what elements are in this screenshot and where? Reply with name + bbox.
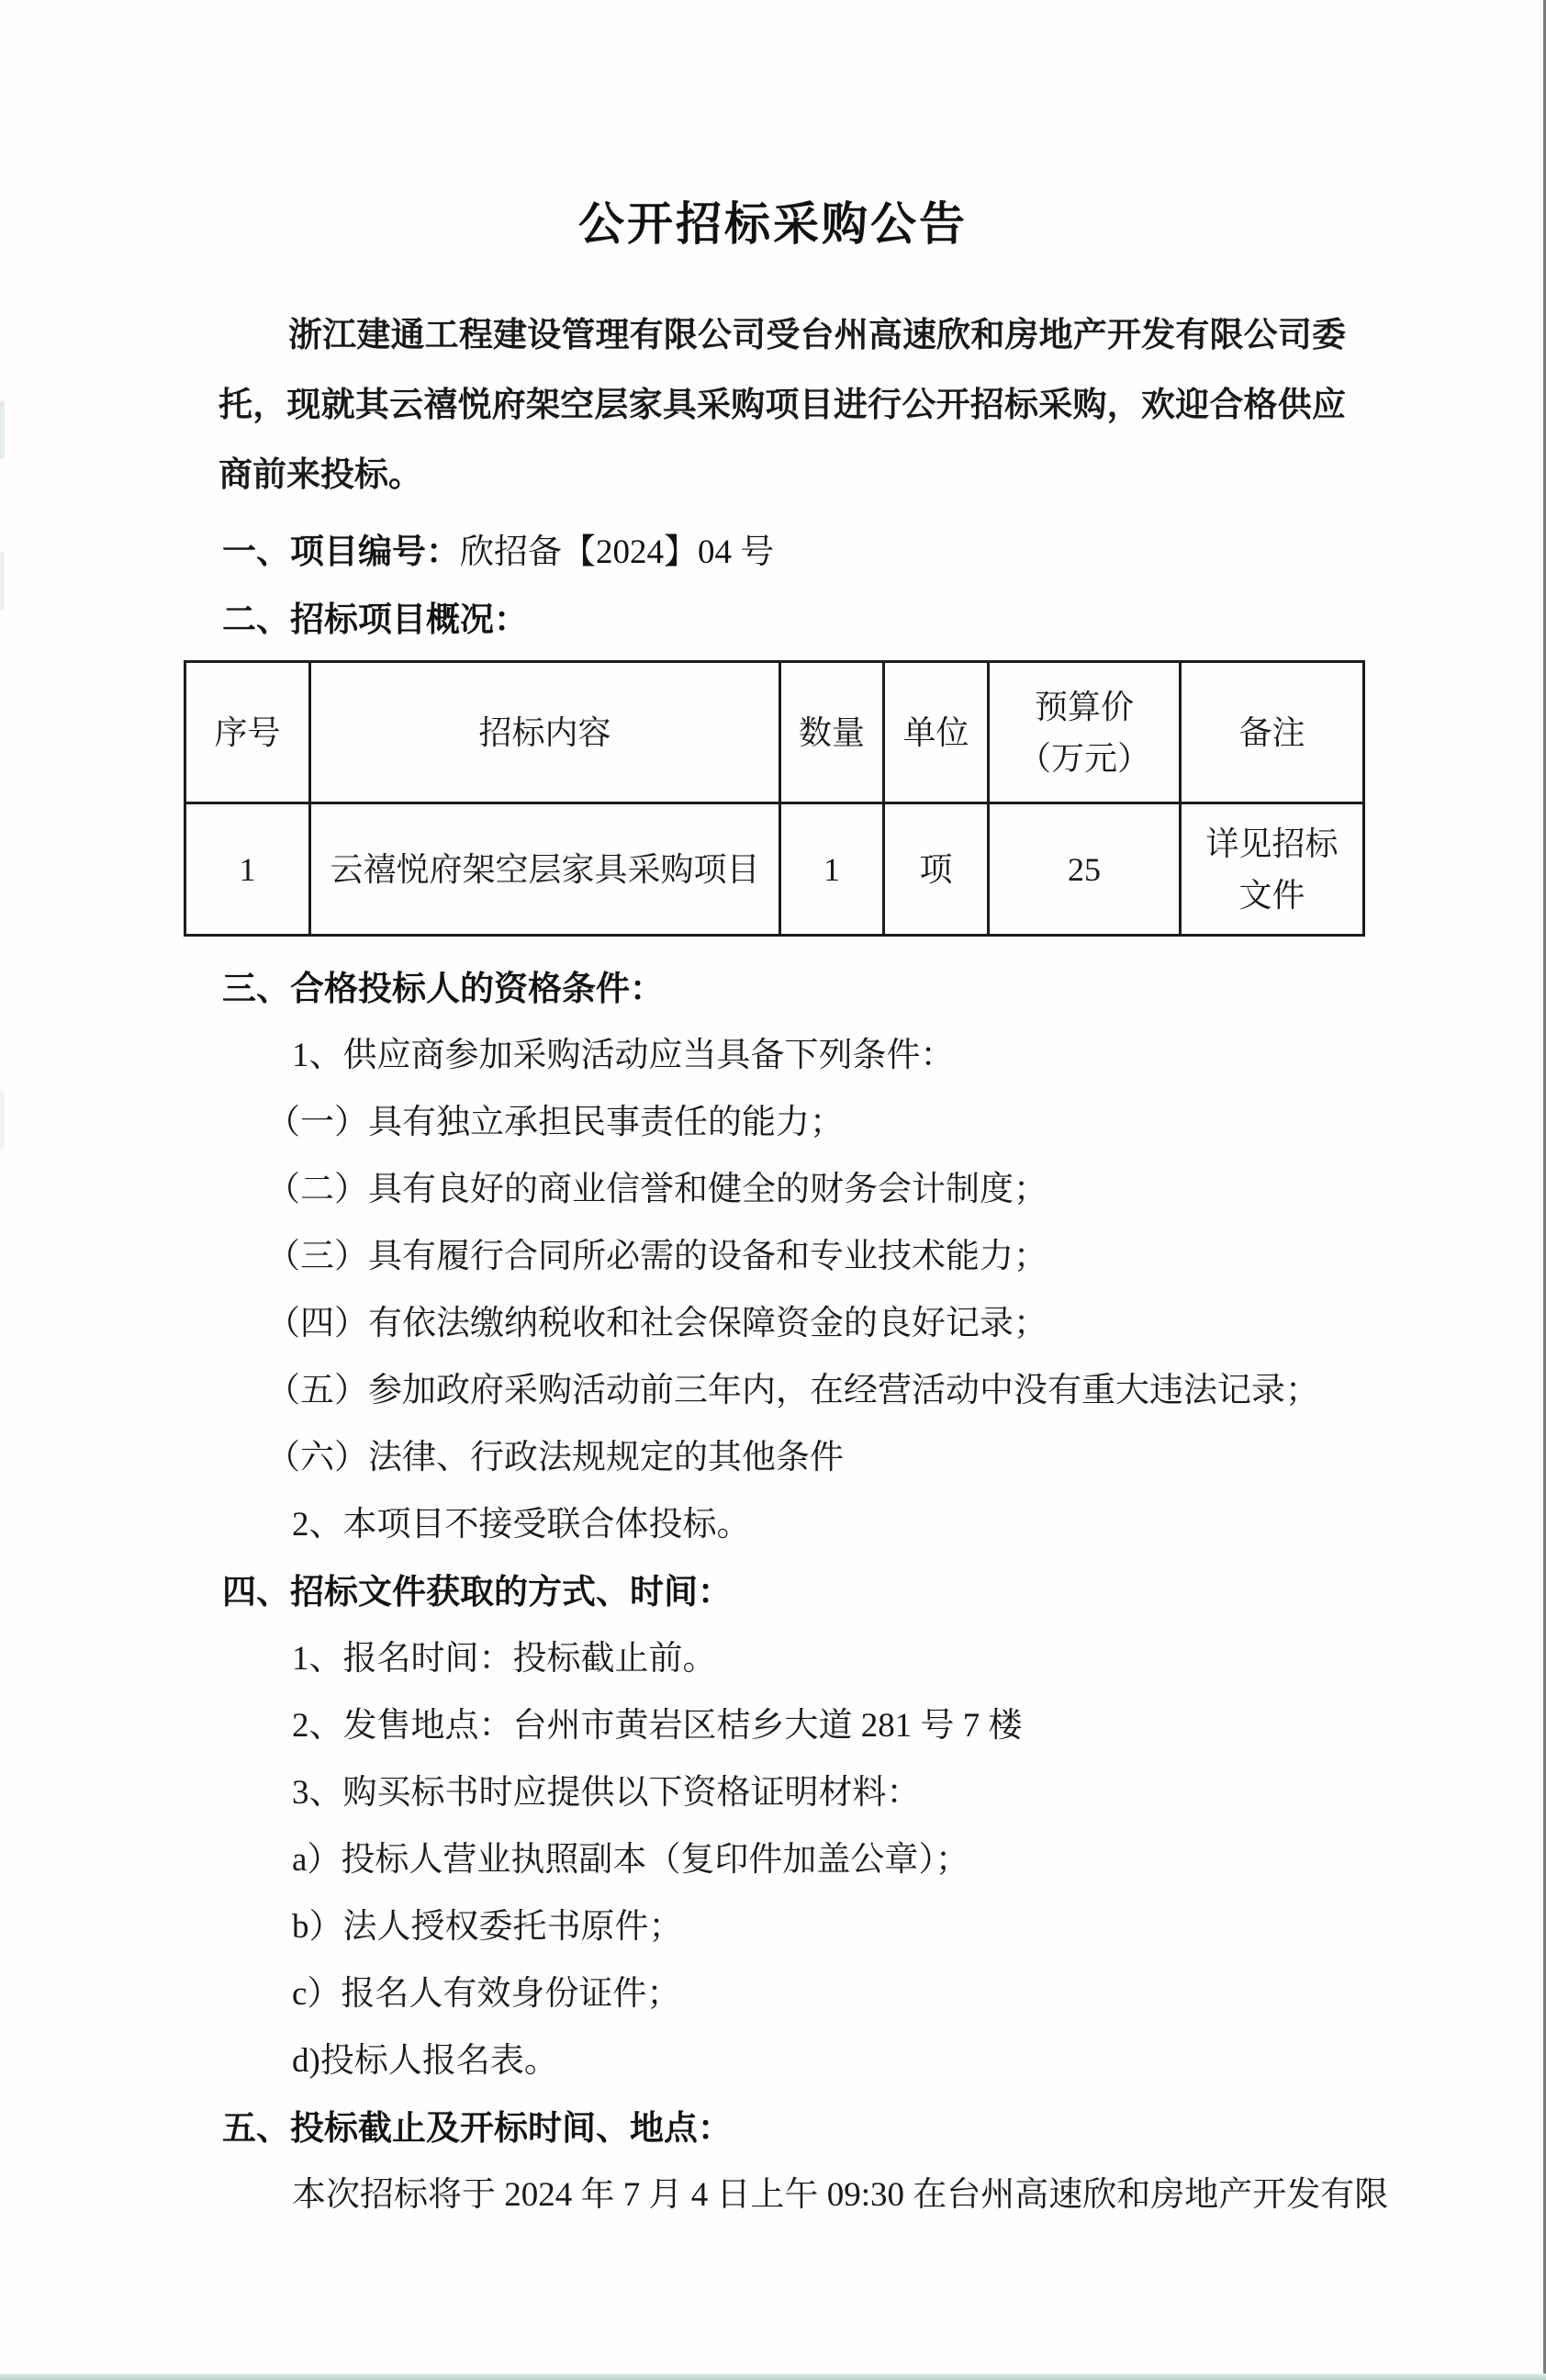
section-3-item-1: 1、供应商参加采购活动应当具备下列条件： — [292, 1037, 955, 1074]
document-title: 公开招标采购公告 — [578, 198, 968, 250]
cell-content: 云禧悦府架空层家具采购项目 — [310, 803, 780, 936]
bid-overview-table — [184, 660, 1365, 937]
section-3-heading: 三、合格投标人的资格条件： — [222, 970, 664, 1007]
cell-budget: 25 — [989, 803, 1181, 936]
project-number-value: 欣招备【2024】04 号 — [460, 533, 775, 571]
table-header-row — [185, 662, 1364, 803]
section-2-heading: 二、招标项目概况： — [222, 601, 528, 638]
col-header-remark: 备注 — [1181, 662, 1364, 803]
section-4-item-1: 1、报名时间：投标截止前。 — [292, 1640, 717, 1678]
col-header-seq: 序号 — [185, 662, 310, 803]
condition-6: （六）法律、行政法规规定的其他条件 — [266, 1439, 844, 1476]
section-4-heading: 四、招标文件获取的方式、时间： — [222, 1573, 732, 1611]
section-4-item-2: 2、发售地点：台州市黄岩区桔乡大道 281 号 7 楼 — [292, 1707, 1023, 1745]
material-c: c）报名人有效身份证件； — [292, 1975, 681, 2013]
condition-3: （三）具有履行合同所必需的设备和专业技术能力； — [266, 1238, 1047, 1275]
material-a: a）投标人营业执照副本（复印件加盖公章）； — [292, 1841, 969, 1879]
scan-artifact-left-1 — [0, 400, 5, 459]
col-header-budget: 预算价（万元） — [989, 662, 1181, 803]
cell-unit: 项 — [884, 803, 989, 936]
section-5-body: 本次招标将于 2024 年 7 月 4 日上午 09:30 在台州高速欣和房地产开发有限 — [292, 2176, 1389, 2214]
condition-4: （四）有依法缴纳税收和社会保障资金的良好记录； — [266, 1305, 1047, 1342]
section-3-item-2: 2、本项目不接受联合体投标。 — [292, 1506, 751, 1544]
condition-5: （五）参加政府采购活动前三年内，在经营活动中没有重大违法记录； — [266, 1372, 1319, 1409]
cell-quantity: 1 — [780, 803, 884, 936]
col-header-quantity: 数量 — [780, 662, 884, 803]
scan-artifact-left-2 — [0, 551, 5, 610]
cell-seq: 1 — [185, 803, 310, 936]
intro-paragraph: 浙江建通工程建设管理有限公司受台州高速欣和房地产开发有限公司委托，现就其云禧悦府架空层家具采购项目进行公开招标采购，欢迎合格供应商前来投标。 — [218, 317, 1346, 494]
material-b: b）法人授权委托书原件； — [292, 1908, 683, 1946]
col-header-unit: 单位 — [884, 662, 989, 803]
section-1-label: 一、项目编号： — [222, 533, 460, 570]
section-5-heading: 五、投标截止及开标时间、地点： — [222, 2109, 732, 2147]
scan-artifact-bottom-edge — [0, 2374, 1546, 2380]
section-1-heading — [222, 518, 1362, 586]
table-row — [185, 803, 1364, 936]
scan-artifact-left-3 — [0, 1091, 5, 1150]
document-body — [184, 195, 1389, 2228]
col-header-content: 招标内容 — [310, 662, 780, 803]
condition-2: （二）具有良好的商业信誉和健全的财务会计制度； — [266, 1171, 1047, 1208]
condition-1: （一）具有独立承担民事责任的能力； — [266, 1104, 844, 1141]
cell-remark: 详见招标文件 — [1181, 803, 1364, 936]
material-d: d)投标人报名表。 — [292, 2042, 558, 2080]
section-4-item-3: 3、购买标书时应提供以下资格证明材料： — [292, 1774, 921, 1812]
